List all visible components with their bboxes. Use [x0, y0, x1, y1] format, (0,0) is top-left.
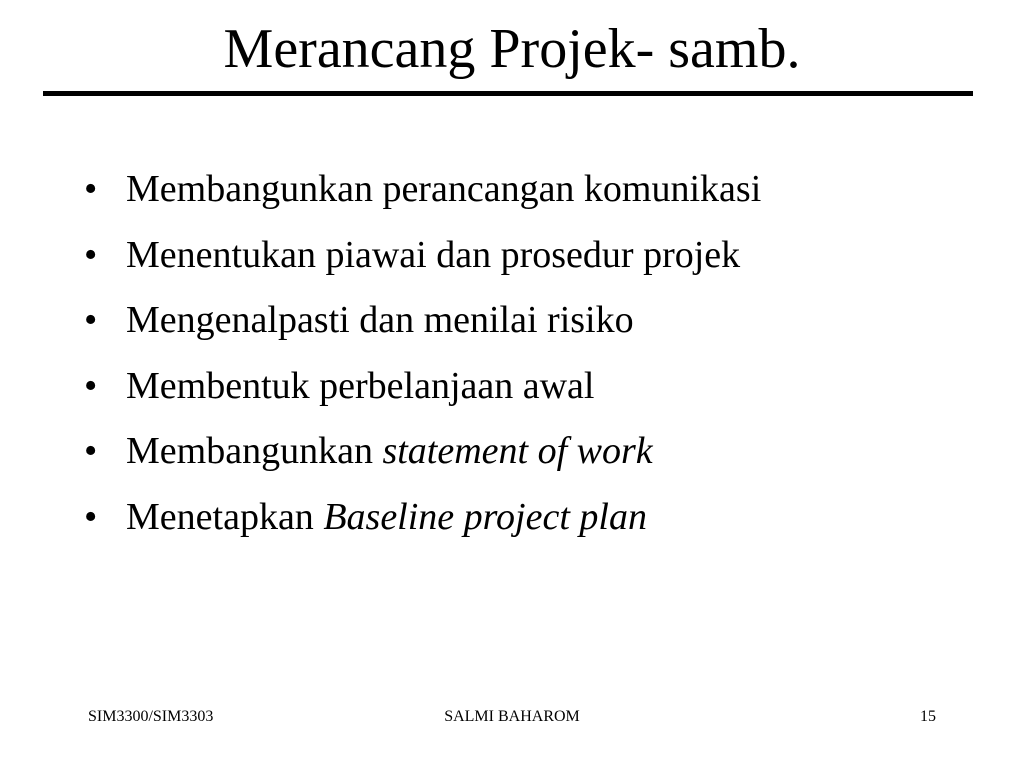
bullet-dot-icon: • — [84, 430, 98, 472]
bullet-text-regular: Membangunkan perancangan komunikasi — [126, 168, 762, 210]
bullet-dot-icon: • — [84, 495, 98, 538]
bullet-text-regular: Mengenalpasti dan menilai risiko — [126, 299, 634, 341]
slide-title: Merancang Projek- samb. — [223, 18, 801, 80]
bullet-dot-icon: • — [84, 168, 98, 210]
bullet-text-regular: Membangunkan — [126, 430, 383, 472]
bullet-list — [84, 159, 984, 552]
bullet-item — [84, 356, 984, 422]
footer-author: SALMI BAHAROM — [444, 708, 580, 725]
bullet-text — [126, 421, 653, 481]
footer-page-number: 15 — [920, 708, 936, 725]
bullet-text — [126, 487, 647, 547]
bullet-text-regular: Membentuk perbelanjaan awal — [126, 364, 595, 407]
bullet-text-italic: Baseline project plan — [323, 495, 647, 538]
bullet-item — [84, 159, 984, 225]
bullet-dot-icon: • — [84, 299, 98, 341]
bullet-text — [126, 356, 594, 416]
bullet-item — [84, 421, 984, 487]
bullet-dot-icon: • — [84, 364, 98, 407]
title-divider — [43, 91, 973, 96]
bullet-text — [126, 290, 634, 350]
bullet-text — [126, 225, 740, 285]
bullet-item — [84, 290, 984, 356]
bullet-item — [84, 225, 984, 291]
bullet-item — [84, 487, 984, 553]
bullet-text-italic: statement of work — [382, 430, 653, 472]
bullet-dot-icon: • — [84, 233, 98, 276]
bullet-text-regular: Menetapkan — [126, 495, 324, 538]
bullet-text — [126, 159, 761, 219]
footer-course-code: SIM3300/SIM3303 — [88, 708, 214, 725]
bullet-text-regular: Menentukan piawai dan prosedur projek — [126, 233, 741, 276]
